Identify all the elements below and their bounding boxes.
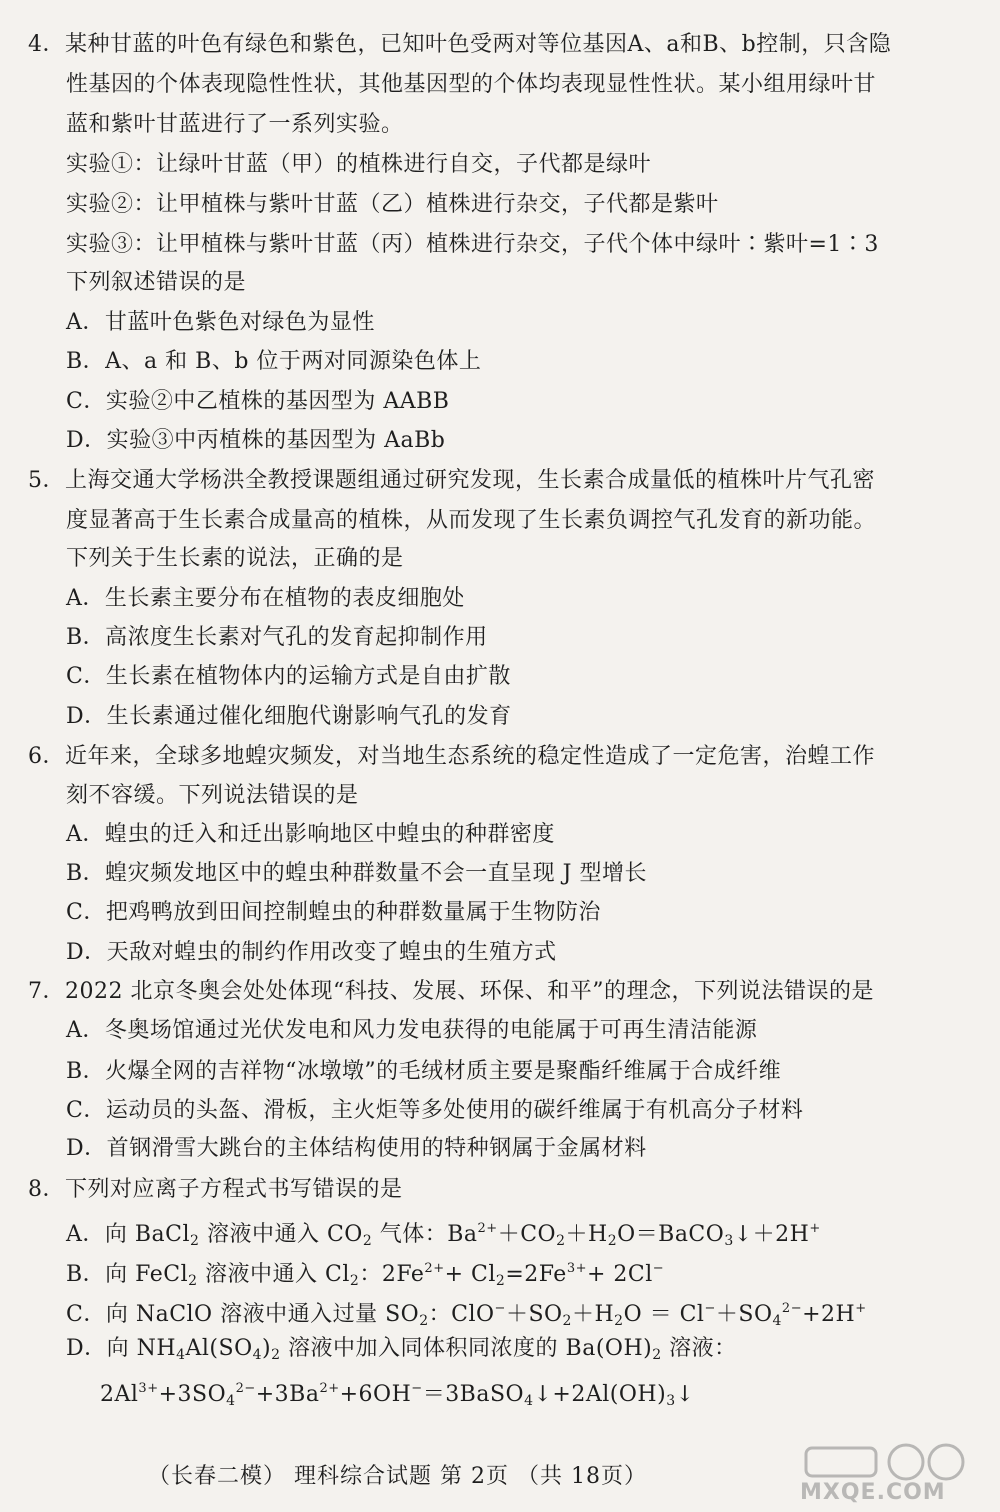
q7-stem-line-1: 7．2022 北京冬奥会处处体现“科技、发展、环保、和平”的理念，下列说法错误的是 [28,979,874,1004]
q6-stem-line-1: 6．近年来，全球多地蝗灾频发，对当地生态系统的稳定性造成了一定危害，治蝗工作 [28,744,875,769]
q7-option-d: D．首钢滑雪大跳台的主体结构使用的特种钢属于金属材料 [66,1136,647,1161]
q6-option-d: D．天敌对蝗虫的制约作用改变了蝗虫的生殖方式 [66,940,557,965]
q7-option-b: B．火爆全网的吉祥物“冰墩墩”的毛绒材质主要是聚酯纤维属于合成纤维 [66,1059,782,1084]
q4-stem-line-3: 蓝和紫叶甘蓝进行了一系列实验。 [66,112,404,137]
q8-option-c: C．向 NaClO 溶液中通入过量 $SO_2$：$ClO^-+SO_2+H_2O = Cl^-+SO_4^{2-}+2H^+$ [66,1301,867,1329]
q4-experiment-2: 实验②：让甲植株与紫叶甘蓝（乙）植株进行杂交，子代都是紫叶 [66,192,719,217]
q4-question: 下列叙述错误的是 [66,270,247,295]
watermark-text: MXQE.COM [800,1480,946,1505]
site-watermark [786,1442,986,1506]
q6-stem-line-2: 刻不容缓。下列说法错误的是 [66,783,359,808]
q4-option-c: C．实验②中乙植株的基因型为 AABB [66,389,450,414]
q4-experiment-3: 实验③：让甲植株与紫叶甘蓝（丙）植株进行杂交，子代个体中绿叶∶紫叶=1∶3 [66,232,879,257]
q8-option-a: A．向 BaCl$_2$ 溶液中通入 $CO_2$ 气体：$Ba^{2+}+CO_2+H_2O=BaCO_3↓+2H^+$ [66,1221,821,1249]
q8-stem-line-1: 8．下列对应离子方程式书写错误的是 [28,1177,403,1202]
q7-option-a: A．冬奥场馆通过光伏发电和风力发电获得的电能属于可再生清洁能源 [66,1018,758,1043]
page-footer: （长春二模） 理科综合试题 第 2页 （共 18页） [148,1464,647,1489]
q5-option-d: D．生长素通过催化细胞代谢影响气孔的发育 [66,704,512,729]
q6-option-a: A．蝗虫的迁入和迁出影响地区中蝗虫的种群密度 [66,822,555,847]
q4-stem-line-1: 4．某种甘蓝的叶色有绿色和紫色，已知叶色受两对等位基因A、a和B、b控制，只含隐 [28,32,892,57]
q8-option-d: D．向 $NH_4Al(SO_4)_2$ 溶液中加入同体积同浓度的 $Ba(OH)_2$ 溶液： [66,1336,737,1363]
q8-option-b: B．向 FeCl$_2$ 溶液中通入 $Cl_2$：$2Fe^{2+}+ Cl_2=2Fe^{3+}+ 2Cl^-$ [66,1261,665,1289]
q4-experiment-1: 实验①：让绿叶甘蓝（甲）的植株进行自交，子代都是绿叶 [66,152,652,177]
q4-option-b: B．A、a 和 B、b 位于两对同源染色体上 [66,349,482,374]
q5-stem-line-1: 5．上海交通大学杨洪全教授课题组通过研究发现，生长素合成量低的植株叶片气孔密 [28,468,875,493]
q5-option-b: B．高浓度生长素对气孔的发育起抑制作用 [66,625,488,650]
q5-option-a: A．生长素主要分布在植物的表皮细胞处 [66,586,465,611]
q7-option-c: C．运动员的头盔、滑板，主火炬等多处使用的碳纤维属于有机高分子材料 [66,1098,804,1123]
q5-option-c: C．生长素在植物体内的运输方式是自由扩散 [66,664,511,689]
q4-option-a: A．甘蓝叶色紫色对绿色为显性 [66,310,375,335]
q5-stem-line-2: 度显著高于生长素合成量高的植株，从而发现了生长素负调控气孔发育的新功能。 [66,508,877,533]
q4-option-d: D．实验③中丙植株的基因型为 AaBb [66,428,446,453]
q6-option-c: C．把鸡鸭放到田间控制蝗虫的种群数量属于生物防治 [66,900,601,925]
q5-stem-line-3: 下列关于生长素的说法，正确的是 [66,546,404,571]
q6-option-b: B．蝗灾频发地区中的蝗虫种群数量不会一直呈现 J 型增长 [66,861,647,886]
q8-option-d-equation: $2Al^{3+}+3SO_4^{2-}+3Ba^{2+}+6OH^-=3BaSO_4↓+2Al(OH)_3↓$ [100,1381,695,1409]
q4-stem-line-2: 性基因的个体表现隐性性状，其他基因型的个体均表现显性性状。某小组用绿叶甘 [66,72,877,97]
watermark-logo-icon [786,1442,986,1482]
